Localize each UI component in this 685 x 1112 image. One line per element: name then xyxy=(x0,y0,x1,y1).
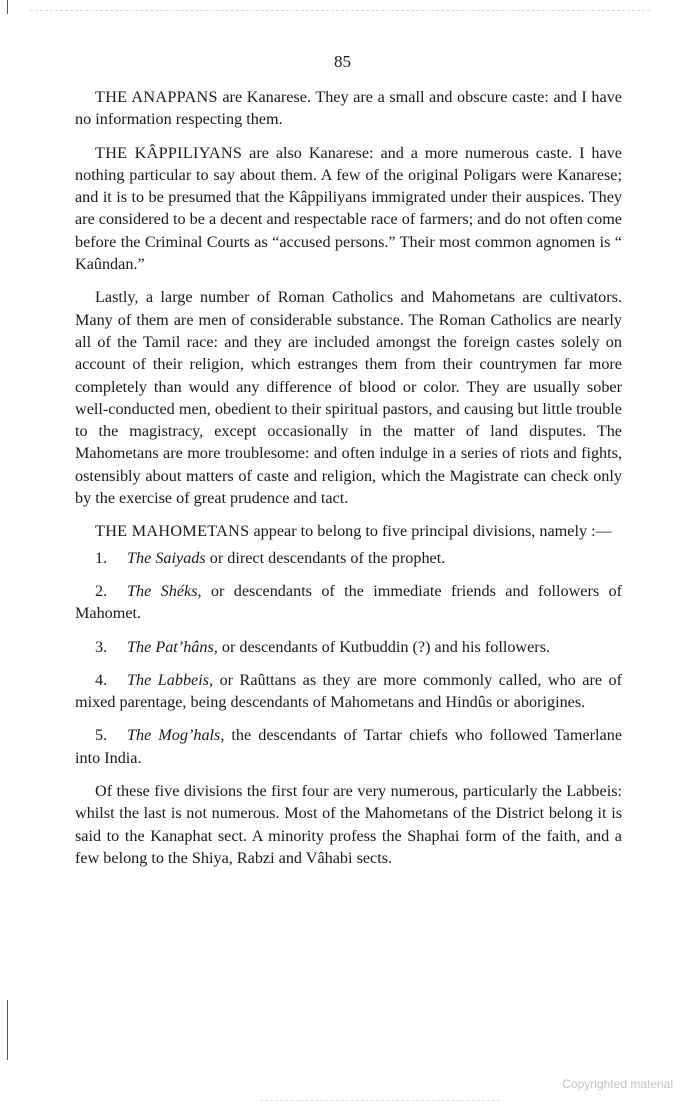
text-mahometans: appear to belong to five principal divisions, namely :— xyxy=(249,522,612,541)
division-desc: or descendants of the immediate friends and followers of Mahomet. xyxy=(75,581,622,623)
division-name: The Shéks, xyxy=(127,581,202,600)
text-kappiliyans: are also Kanarese: and a more numerous caste. I have nothing particular to say about them. A few of the original Poligars were Kanarese; and it is to be presumed that the Kâppiliyans immigrated under their auspices. They are considered to be a decent and respectable race of farmers; and do not often come before the Criminal Courts as “accused persons.” Their most common agnomen is “ Kaûndan.” xyxy=(75,143,622,274)
list-number: 4. xyxy=(95,670,108,689)
division-name: The Mog’hals, xyxy=(127,726,225,745)
body-text xyxy=(75,86,622,880)
copyright-watermark: Copyrighted material xyxy=(562,1077,673,1091)
list-item xyxy=(75,547,622,569)
paragraph-kappiliyans xyxy=(75,142,622,276)
heading-kappiliyans: THE KÂPPILIYANS xyxy=(95,143,243,162)
paragraph-mahometans xyxy=(75,520,622,542)
division-name: The Pat’hâns, xyxy=(127,637,218,656)
heading-mahometans: THE MAHOMETANS xyxy=(95,522,250,541)
list-item xyxy=(75,580,622,625)
list-number: 3. xyxy=(95,637,108,656)
page-number: 85 xyxy=(334,52,351,71)
list-number: 1. xyxy=(95,548,108,567)
list-item xyxy=(75,669,622,714)
bottom-divider xyxy=(260,1100,500,1101)
division-desc: or Raûttans as they are more commonly called, who are of mixed parentage, being descendants of Mahometans and Hindûs or aborigines. xyxy=(75,670,622,712)
division-desc: or direct descendants of the prophet. xyxy=(205,548,446,567)
paragraph-anappans xyxy=(75,86,622,131)
paragraph-divisions-summary: Of these five divisions the first four are very numerous, particularly the Labbeis: whilst the last is not numerous. Most of the Mahometans of the District belong it is said to the Kanaphat sect. A minority profess the Shaphai form of the faith, and a few belong to the Shiya, Rabzi and Vâhabi sects. xyxy=(75,782,622,867)
list-item xyxy=(75,636,622,658)
division-name: The Labbeis, xyxy=(127,670,214,689)
top-divider xyxy=(30,10,650,11)
division-desc: or descendants of Kutbuddin (?) and his followers. xyxy=(217,637,551,656)
divisions-list xyxy=(75,547,622,769)
binding-line-top xyxy=(7,0,8,14)
list-number: 2. xyxy=(95,581,108,600)
list-item xyxy=(75,724,622,769)
binding-line-bottom xyxy=(7,1000,8,1060)
text-anappans: are Kanarese. They are a small and obscure caste: and I have no information respecting them. xyxy=(75,88,622,129)
heading-anappans: THE ANAPPANS xyxy=(95,88,218,106)
list-number: 5. xyxy=(95,726,108,745)
division-name: The Saiyads xyxy=(127,548,206,567)
division-desc: the descendants of Tartar chiefs who followed Tamerlane into India. xyxy=(75,726,623,767)
paragraph-catholics-mahometans: Lastly, a large number of Roman Catholics and Mahometans are cultivators. Many of them are men of considerable substance. The Roman Catholics are nearly all of the Tamil race: and they are included amongst the foreign castes solely on account of their religion, which estranges them from their countrymen far more completely than would any difference of blood or color. They are usually sober well-conducted men, obedient to their spiritual pastors, and causing but little trouble to the magistracy, except occasionally in the matter of land disputes. The Mahometans are more troublesome: and often indulge in a series of riots and fights, ostensibly about matters of caste and religion, which the Magistrate can check only by the exercise of great prudence and tact. xyxy=(75,288,622,508)
